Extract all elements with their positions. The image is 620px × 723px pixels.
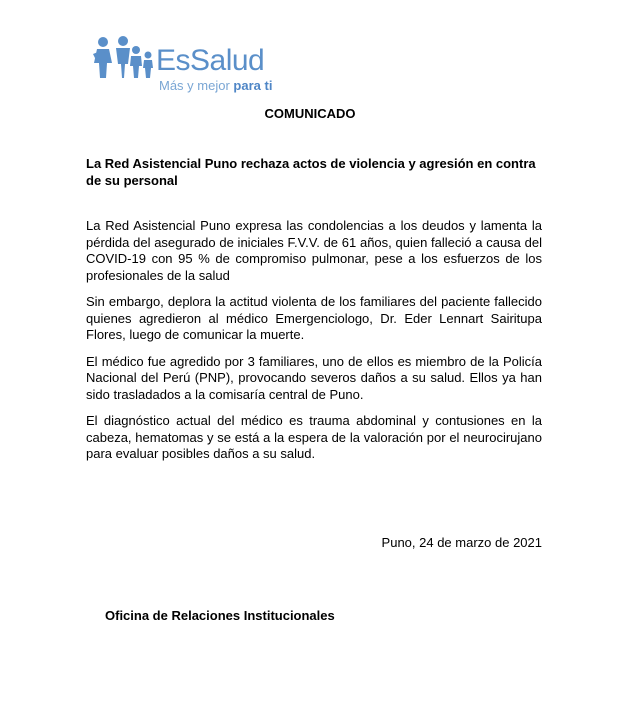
logo-tagline-regular: Más y mejor bbox=[159, 78, 230, 93]
logo-brand-text: EsSalud bbox=[156, 44, 265, 77]
logo-tagline-bold: para ti bbox=[233, 78, 273, 93]
document-body bbox=[86, 218, 542, 473]
body-paragraph: Sin embargo, deplora la actitud violenta de los familiares del paciente fallecido quienes agredieron al médico Emergenciologo, Dr. Eder Lennart Sairitupa Flores, luego de comunicar la muerte. bbox=[86, 294, 542, 342]
document-subtitle: La Red Asistencial Puno rechaza actos de violencia y agresión en contra de su personal bbox=[86, 156, 536, 188]
family-icon bbox=[93, 36, 157, 80]
body-paragraph: El diagnóstico actual del médico es trauma abdominal y contusiones en la cabeza, hematomas y se está a la espera de la valoración por el neurocirujano para evaluar posibles daños a su salud. bbox=[86, 413, 542, 461]
essalud-logo bbox=[93, 32, 283, 96]
body-paragraph: El médico fue agredido por 3 familiares, uno de ellos es miembro de la Policía Nacional del Perú (PNP), provocando severos daños a su salud. Ellos ya han sido trasladados a la comisaría central de Puno. bbox=[86, 353, 542, 402]
body-paragraph: La Red Asistencial Puno expresa las condolencias a los deudos y lamenta la pérdida del asegurado de iniciales F.V.V. de 61 años, quien falleció a causa del COVID-19 con 95 % de compromiso pulmonar, pese a los esfuerzos de los profesionales de la salud bbox=[86, 218, 542, 283]
document-title: COMUNICADO bbox=[264, 106, 356, 121]
logo-tagline bbox=[159, 78, 272, 94]
document-signature: Oficina de Relaciones Institucionales bbox=[105, 608, 335, 623]
document-date: Puno, 24 de marzo de 2021 bbox=[381, 535, 542, 550]
